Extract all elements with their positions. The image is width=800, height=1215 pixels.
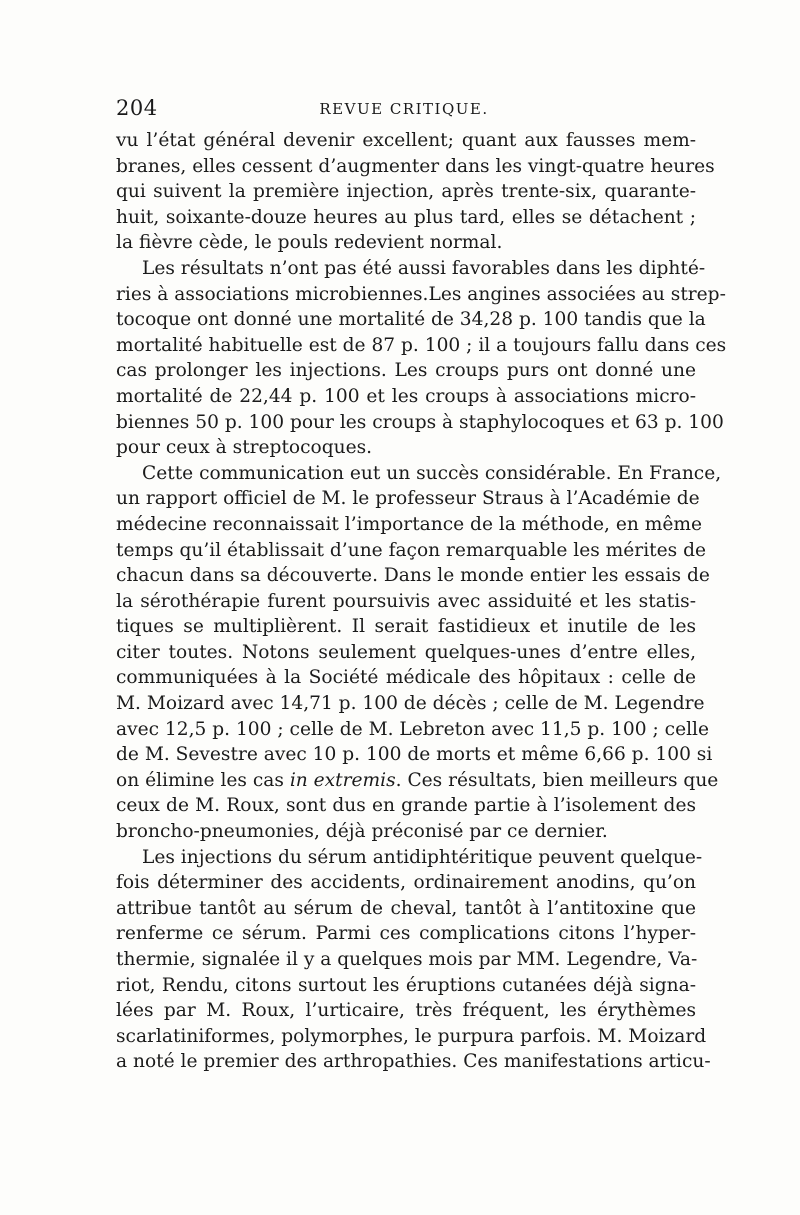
text-line: chacun dans sa découverte. Dans le monde entier les essais de [116, 565, 710, 587]
text-line: renferme ce sérum. Parmi ces complications citons l’hyper- [116, 923, 696, 945]
paragraph [116, 845, 711, 1075]
text-line: Les résultats n’ont pas été aussi favorables dans les diphté- [142, 257, 706, 279]
text-line: ries à associations microbiennes.Les angines associées au strep- [116, 283, 726, 305]
text-line: mortalité de 22,44 p. 100 et les croups à associations micro- [116, 385, 696, 407]
text-line: biennes 50 p. 100 pour les croups à staphylocoques et 63 p. 100 [116, 411, 724, 433]
text-line: ceux de M. Roux, sont dus en grande partie à l’isolement des [116, 795, 696, 817]
text-line: médecine reconnaissait l’importance de la méthode, en même [116, 513, 702, 535]
text-line: communiquées à la Société médicale des hôpitaux : celle de [116, 667, 696, 689]
running-title: REVUE CRITIQUE. [319, 100, 489, 118]
text-line: branes, elles cessent d’augmenter dans les vingt-quatre heures [116, 155, 715, 177]
text-line: riot, Rendu, citons surtout les éruptions cutanées déjà signa- [116, 974, 696, 996]
page-number: 204 [116, 96, 158, 120]
text-line: la fièvre cède, le pouls redevient normal. [116, 232, 503, 254]
text-line: cas prolonger les injections. Les croups purs ont donné une [116, 360, 696, 382]
paragraph [116, 128, 715, 256]
text-line: temps qu’il établissait d’une façon remarquable les mérites de [116, 539, 706, 561]
paragraph [116, 461, 722, 845]
text-line: M. Moizard avec 14,71 p. 100 de décès ; celle de M. Legendre [116, 693, 705, 715]
text-line: attribue tantôt au sérum de cheval, tantôt à l’antitoxine que [116, 897, 696, 919]
text-line: qui suivent la première injection, après trente-six, quarante- [116, 181, 696, 203]
body-text [116, 128, 727, 1075]
text-line: Les injections du sérum antidiphtéritique peuvent quelque- [142, 846, 703, 868]
text-line: Cette communication eut un succès considérable. En France, [142, 462, 722, 484]
text-line: broncho-pneumonies, déjà préconisé par ce dernier. [116, 821, 608, 843]
text-line: un rapport officiel de M. le professeur Straus à l’Académie de [116, 488, 700, 510]
text-line: tiques se multiplièrent. Il serait fastidieux et inutile de les [116, 616, 696, 638]
text-line: pour ceux à streptocoques. [116, 437, 373, 459]
text-line: de M. Sevestre avec 10 p. 100 de morts et même 6,66 p. 100 si [116, 744, 713, 766]
text-line: on élimine les cas in extremis. Ces résultats, bien meilleurs que [116, 769, 719, 791]
text-line: a noté le premier des arthropathies. Ces manifestations articu- [116, 1051, 711, 1073]
text-line: fois déterminer des accidents, ordinairement anodins, qu’on [116, 872, 696, 894]
text-line: lées par M. Roux, l’urticaire, très fréquent, les érythèmes [116, 1000, 696, 1022]
text-line: thermie, signalée il y a quelques mois par MM. Legendre, Va- [116, 949, 698, 970]
text-line: tocoque ont donné une mortalité de 34,28 p. 100 tandis que la [116, 309, 706, 331]
text-line: vu l’état général devenir excellent; quant aux fausses mem- [116, 130, 696, 151]
paragraph [116, 256, 727, 461]
text-line: citer toutes. Notons seulement quelques-unes d’entre elles, [116, 641, 696, 663]
text-line: avec 12,5 p. 100 ; celle de M. Lebreton avec 11,5 p. 100 ; celle [116, 718, 709, 740]
text-line: scarlatiniformes, polymorphes, le purpura parfois. M. Moizard [116, 1025, 707, 1047]
page-header [112, 96, 696, 124]
text-line: huit, soixante-douze heures au plus tard, elles se détachent ; [116, 206, 696, 228]
text-line: la sérothérapie furent poursuivis avec assiduité et les statis- [116, 590, 696, 612]
text-line: mortalité habituelle est de 87 p. 100 ; il a toujours fallu dans ces [116, 334, 727, 356]
